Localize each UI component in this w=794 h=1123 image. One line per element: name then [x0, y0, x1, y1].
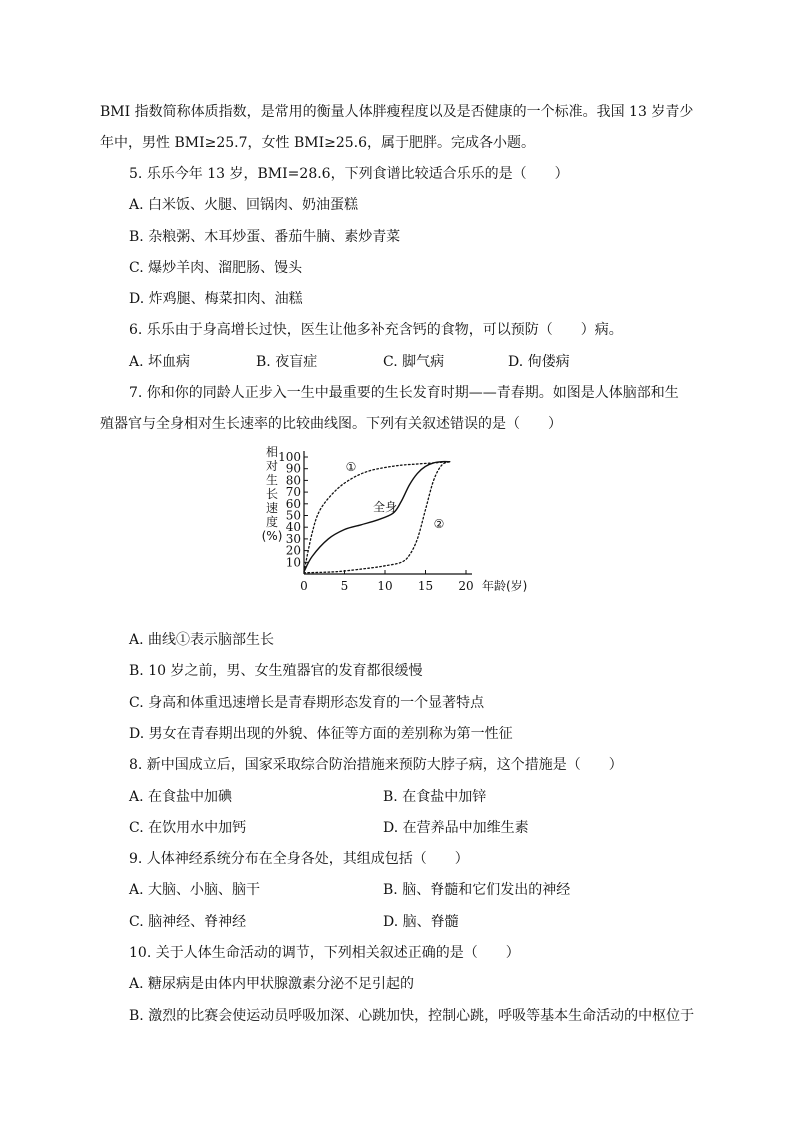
- growth-rate-chart: [255, 440, 545, 600]
- q10-option-b: B. 激烈的比赛会使运动员呼吸加深、心跳加快，控制心跳，呼吸等基本生命活动的中枢位于: [129, 1008, 695, 1024]
- q7-option-c: C. 身高和体重迅速增长是青春期形态发育的一个显著特点: [129, 695, 485, 711]
- y-tick-label: 100: [278, 450, 301, 464]
- y-axis-label-char: 对: [265, 459, 279, 473]
- x-axis-label: 年龄(岁): [482, 579, 528, 593]
- q8-option-a: A. 在食盐中加碘: [129, 789, 233, 805]
- y-tick-label: 90: [285, 461, 301, 476]
- curve-1-label: ①: [345, 460, 357, 474]
- curve-2-line: [304, 462, 450, 573]
- q9-option-a: A. 大脑、小脑、脑干: [129, 882, 261, 898]
- q5-option-d: D. 炸鸡腿、梅菜扣肉、油糕: [129, 291, 303, 307]
- curve-1-line: [304, 462, 450, 572]
- q9-stem: 9. 人体神经系统分布在全身各处，其组成包括（ ）: [129, 851, 469, 867]
- y-axis-label-char: 生: [265, 473, 279, 487]
- intro-line-2: 年中，男性 BMI≥25.7，女性 BMI≥25.6，属于肥胖。完成各小题。: [100, 135, 536, 151]
- y-tick-label: 60: [285, 496, 301, 511]
- x-tick-label: 10: [377, 579, 393, 593]
- y-tick-label: 30: [285, 531, 301, 546]
- curve-2-label: ②: [433, 517, 445, 531]
- whole-body-label: 全身: [372, 500, 398, 514]
- y-tick-label: 10: [285, 555, 301, 570]
- q5-stem: 5. 乐乐今年 13 岁，BMI=28.6，下列食谱比较适合乐乐的是（ ）: [129, 166, 569, 182]
- q6-option-c: C. 脚气病: [383, 354, 445, 370]
- y-axis-label-char: 相: [265, 445, 279, 459]
- q10-stem: 10. 关于人体生命活动的调节，下列相关叙述正确的是（ ）: [129, 945, 520, 961]
- q5-option-a: A. 白米饭、火腿、回锅肉、奶油蛋糕: [129, 197, 359, 213]
- intro-line-1: BMI 指数简称体质指数，是常用的衡量人体胖瘦程度以及是否健康的一个标准。我国 13 岁青少: [100, 104, 694, 120]
- y-tick-label: 40: [285, 520, 301, 535]
- y-axis-label-char: 速: [265, 501, 279, 515]
- y-axis-label-char: 长: [265, 487, 279, 501]
- x-tick-label: 20: [458, 579, 474, 593]
- q5-option-b: B. 杂粮粥、木耳炒蛋、番茄牛腩、素炒青菜: [129, 229, 401, 245]
- q6-option-a: A. 坏血病: [129, 354, 191, 370]
- growth-rate-chart-svg: [255, 440, 545, 600]
- q9-option-d: D. 脑、脊髓: [383, 914, 459, 930]
- q8-option-c: C. 在饮用水中加钙: [129, 820, 247, 836]
- q10-option-a: A. 糖尿病是由体内甲状腺激素分泌不足引起的: [129, 976, 415, 992]
- whole-body-line: [304, 462, 450, 572]
- x-tick-label: 0: [300, 579, 308, 593]
- y-tick-label: 80: [285, 473, 301, 488]
- y-axis-label-char: (%): [261, 529, 283, 543]
- q7-stem-line-2: 殖器官与全身相对生长速率的比较曲线图。下列有关叙述错误的是（ ）: [100, 416, 562, 432]
- q9-option-c: C. 脑神经、脊神经: [129, 914, 247, 930]
- q7-stem-line-1: 7. 你和你的同龄人正步入一生中最重要的生长发育时期——青春期。如图是人体脑部和生: [129, 385, 679, 401]
- q6-option-b: B. 夜盲症: [256, 354, 318, 370]
- q9-option-b: B. 脑、脊髓和它们发出的神经: [383, 882, 571, 898]
- q7-option-d: D. 男女在青春期出现的外貌、体征等方面的差别称为第一性征: [129, 726, 513, 742]
- q7-option-a: A. 曲线①表示脑部生长: [129, 632, 275, 648]
- x-tick-label: 5: [340, 579, 349, 593]
- y-tick-label: 70: [285, 485, 301, 500]
- q7-option-b: B. 10 岁之前，男、女生殖器官的发育都很缓慢: [129, 663, 423, 679]
- y-tick-label: 50: [285, 508, 301, 523]
- q8-stem: 8. 新中国成立后，国家采取综合防治措施来预防大脖子病，这个措施是（ ）: [129, 757, 623, 773]
- q6-stem: 6. 乐乐由于身高增长过快，医生让他多补充含钙的食物，可以预防（ ）病。: [129, 322, 623, 338]
- q8-option-b: B. 在食盐中加锌: [383, 789, 487, 805]
- y-tick-label: 20: [285, 543, 301, 558]
- q8-option-d: D. 在营养品中加维生素: [383, 820, 529, 836]
- y-axis-label-char: 度: [265, 515, 279, 529]
- x-tick-label: 15: [417, 579, 434, 593]
- q6-option-d: D. 佝偻病: [508, 354, 570, 370]
- q5-option-c: C. 爆炒羊肉、溜肥肠、馒头: [129, 260, 303, 276]
